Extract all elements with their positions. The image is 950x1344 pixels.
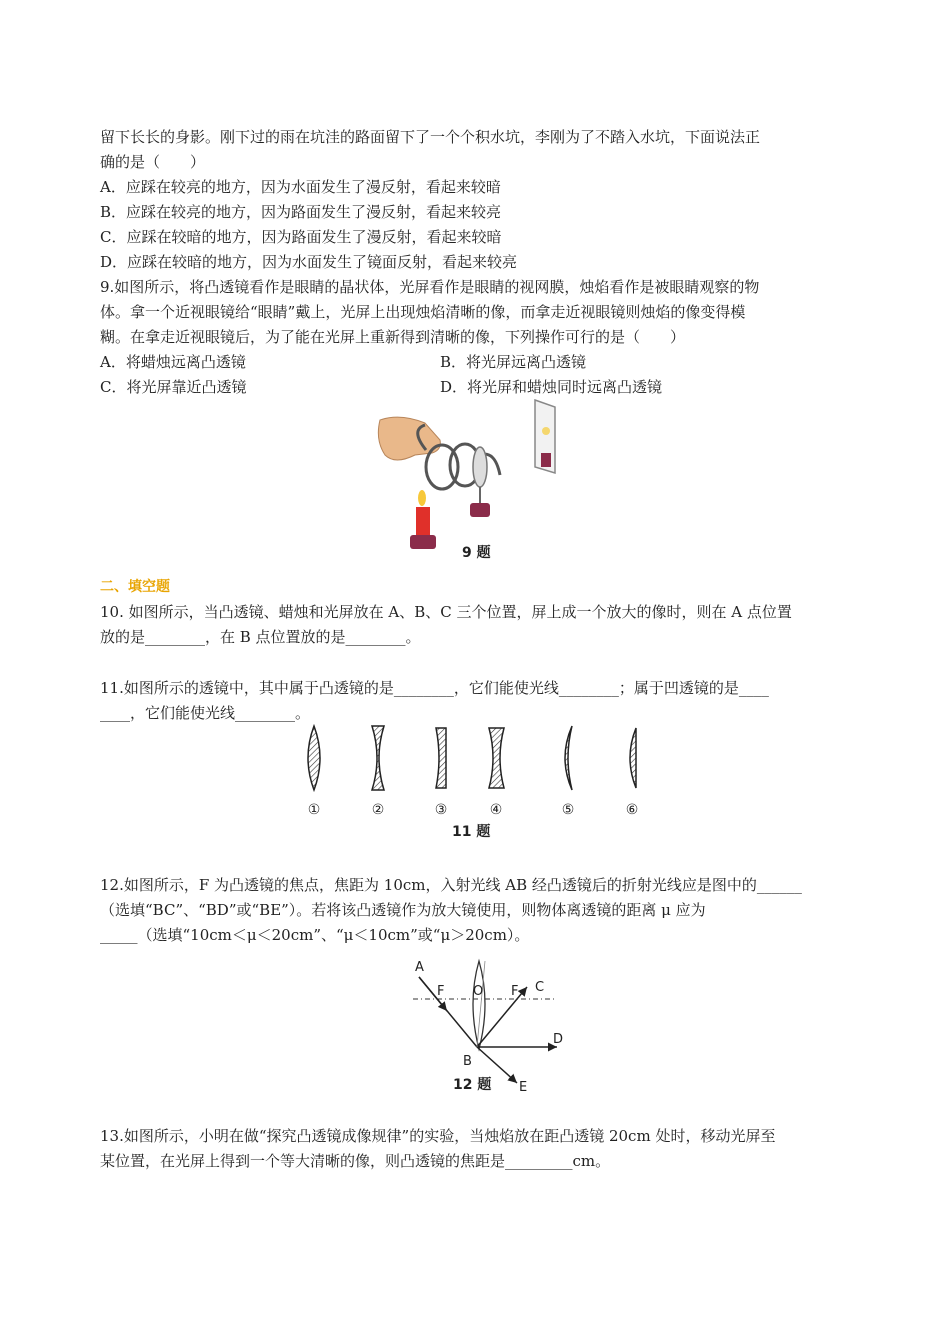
label-b: B xyxy=(463,1054,472,1069)
label-f-left: F xyxy=(437,984,445,999)
lens-5 xyxy=(565,726,572,790)
lens-3 xyxy=(436,728,446,788)
q9-stem-line3: 糊。在拿走近视眼镜后，为了能在光屏上重新得到清晰的像，下列操作可行的是（ ） xyxy=(100,328,686,346)
q9-option-b: B．将光屏远离凸透镜 xyxy=(440,353,587,371)
q9-option-c: C．将光屏靠近凸透镜 xyxy=(100,378,247,396)
label-d: D xyxy=(553,1032,564,1047)
q11-stem-line2: ____，它们能使光线________。 xyxy=(100,704,311,722)
q9-option-a: A．将蜡烛远离凸透镜 xyxy=(100,353,246,371)
label-o: O xyxy=(473,984,484,999)
lens-label-4: ④ xyxy=(489,802,503,818)
q9-option-d: D．将光屏和蜡烛同时远离凸透镜 xyxy=(440,378,663,396)
q9-stem-line1: 9.如图所示，将凸透镜看作是眼睛的晶状体，光屏看作是眼睛的视网膜，烛焰看作是被眼睛观察的物 xyxy=(100,278,760,296)
lens-label-2: ② xyxy=(371,802,385,818)
q12-stem-line3: _____（选填“10cm＜μ＜20cm”、“μ＜10cm”或“μ＞20cm）。 xyxy=(100,926,530,944)
lens-4 xyxy=(489,728,504,788)
q13-stem-line2: 某位置，在光屏上得到一个等大清晰的像，则凸透镜的焦距是_________cm。 xyxy=(100,1152,611,1170)
q8-option-c: C．应踩在较暗的地方，因为路面发生了漫反射，看起来较暗 xyxy=(100,228,502,246)
q13-stem-line1: 13.如图所示，小明在做“探究凸透镜成像规律”的实验，当烛焰放在距凸透镜 20cm 处时，移动光屏至 xyxy=(100,1127,776,1145)
lens-2 xyxy=(372,726,384,790)
lens-label-3: ③ xyxy=(434,802,448,818)
q10-stem-line1: 10. 如图所示，当凸透镜、蜡烛和光屏放在 A、B、C 三个位置，屏上成一个放大的像时，则在 A 点位置 xyxy=(100,603,792,621)
q8-stem-line2: 确的是（ ） xyxy=(100,153,206,171)
q12-stem-line2: （选填“BC”、“BD”或“BE”）。若将该凸透镜作为放大镜使用，则物体离透镜的距离 μ 应为 xyxy=(100,901,706,919)
label-a: A xyxy=(415,960,424,975)
q8-option-b: B．应踩在较亮的地方，因为路面发生了漫反射，看起来较亮 xyxy=(100,203,502,221)
lens-label-6: ⑥ xyxy=(625,802,639,818)
label-c: C xyxy=(535,980,545,995)
q9-figure xyxy=(370,395,580,560)
q12-caption: 12 题 xyxy=(453,1077,492,1093)
q11-stem-line1: 11.如图所示的透镜中，其中属于凸透镜的是________，它们能使光线________；属于凹透镜的是____ xyxy=(100,679,769,697)
q8-option-a: A．应踩在较亮的地方，因为水面发生了漫反射，看起来较暗 xyxy=(100,178,501,196)
section-heading: 二、填空题 xyxy=(100,579,170,595)
candle xyxy=(410,490,436,549)
lens-6 xyxy=(630,728,636,788)
lens-1 xyxy=(308,726,320,790)
q11-lens-figure xyxy=(300,720,650,820)
convex-lens xyxy=(473,961,485,1049)
q9-stem-line2: 体。拿一个近视眼镜给“眼睛”戴上，光屏上出现烛焰清晰的像，而拿走近视眼镜则烛焰的像变得模 xyxy=(100,303,746,321)
q12-stem-line1: 12.如图所示，F 为凸透镜的焦点，焦距为 10cm，入射光线 AB 经凸透镜后的折射光线应是图中的______ xyxy=(100,876,802,894)
q9-caption: 9 题 xyxy=(462,545,491,561)
q10-stem-line2: 放的是________，在 B 点位置放的是________。 xyxy=(100,628,421,646)
label-e: E xyxy=(519,1080,528,1095)
lens-label-5: ⑤ xyxy=(561,802,575,818)
q11-caption: 11 题 xyxy=(452,824,491,840)
q8-stem-line1: 留下长长的身影。刚下过的雨在坑洼的路面留下了一个个积水坑，李刚为了不踏入水坑，下面说法正 xyxy=(100,128,761,146)
label-f-right: F xyxy=(511,984,519,999)
q8-option-d: D．应踩在较暗的地方，因为水面发生了镜面反射，看起来较亮 xyxy=(100,253,518,271)
lens-label-1: ① xyxy=(307,802,321,818)
light-screen xyxy=(535,400,555,473)
